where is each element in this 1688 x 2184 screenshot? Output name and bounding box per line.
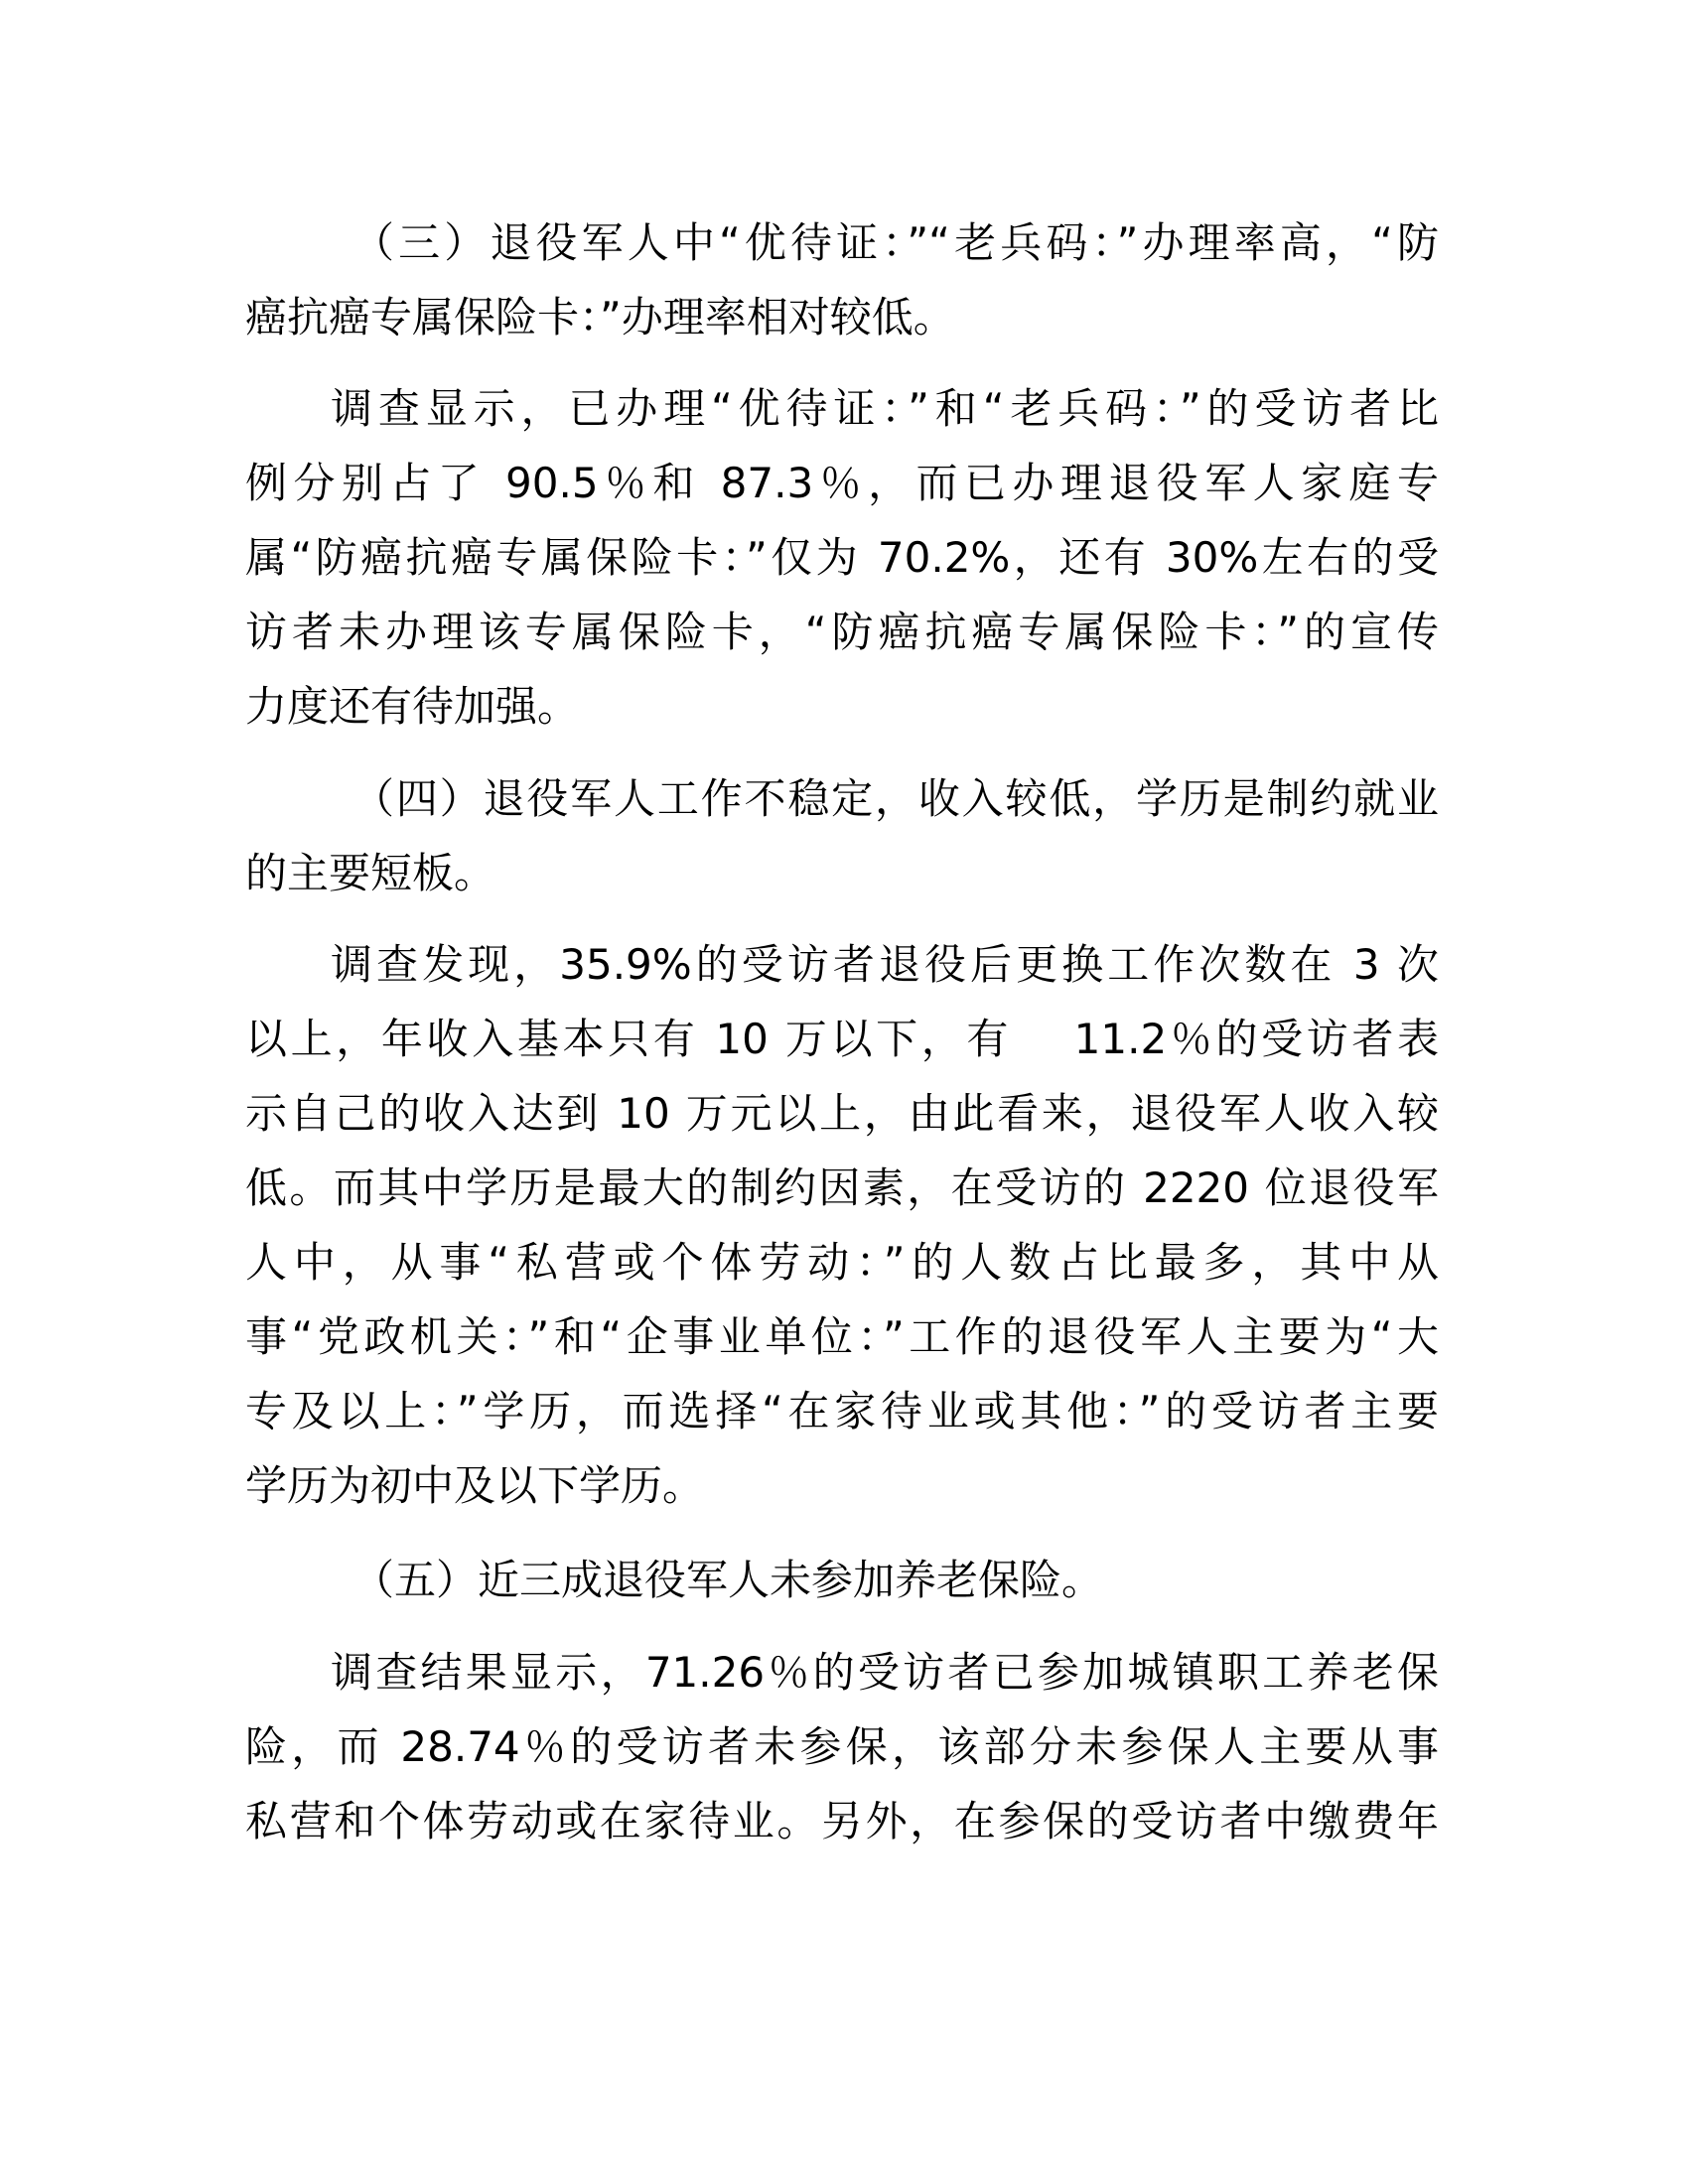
section-4-paragraph-line-6: 事“党政机关：”和“企事业单位：”工作的退役军人主要为“大 — [245, 1312, 1439, 1361]
section-3-paragraph-line-2: 例分别占了 90.5％和 87.3％，而已办理退役军人家庭专 — [245, 459, 1439, 507]
section-4-paragraph-line-4: 低。而其中学历是最大的制约因素，在受访的 2220 位退役军 — [245, 1163, 1439, 1212]
section-5-heading-line-1: （五）近三成退役军人未参加养老保险。 — [352, 1556, 1104, 1604]
section-4-paragraph-line-2: 以上，年收入基本只有 10 万以下，有 11.2％的受访者表 — [245, 1015, 1439, 1063]
section-4-heading-line-1: （四）退役军人工作不稳定，收入较低，学历是制约就业 — [352, 774, 1439, 823]
section-5-paragraph-line-3: 私营和个体劳动或在家待业。另外，在参保的受访者中缴费年 — [245, 1797, 1439, 1845]
section-4-paragraph-line-3: 示自己的收入达到 10 万元以上，由此看来，退役军人收入较 — [245, 1089, 1439, 1138]
section-3-paragraph-line-3: 属“防癌抗癌专属保险卡：”仅为 70.2%，还有 30%左右的受 — [245, 533, 1439, 582]
section-4-paragraph-line-5: 人中，从事“私营或个体劳动：”的人数占比最多，其中从 — [245, 1238, 1439, 1287]
section-4-heading-line-2: 的主要短板。 — [245, 849, 496, 897]
section-5-paragraph-line-1: 调查结果显示，71.26％的受访者已参加城镇职工养老保 — [331, 1648, 1439, 1697]
section-4-paragraph-line-8: 学历为初中及以下学历。 — [245, 1461, 705, 1510]
section-3-paragraph-line-1: 调查显示，已办理“优待证：”和“老兵码：”的受访者比 — [331, 384, 1439, 433]
section-4-paragraph-line-1: 调查发现，35.9%的受访者退役后更换工作次数在 3 次 — [331, 940, 1439, 989]
section-5-paragraph-line-2: 险，而 28.74％的受访者未参保，该部分未参保人主要从事 — [245, 1722, 1439, 1771]
section-3-heading-line-1: （三）退役军人中“优待证：”“老兵码：”办理率高，“防 — [352, 218, 1439, 267]
section-3-heading-line-2: 癌抗癌专属保险卡：”办理率相对较低。 — [245, 293, 955, 341]
section-4-paragraph-line-7: 专及以上：”学历，而选择“在家待业或其他：”的受访者主要 — [245, 1387, 1439, 1435]
section-3-paragraph-line-5: 力度还有待加强。 — [245, 682, 580, 731]
section-3-paragraph-line-4: 访者未办理该专属保险卡，“防癌抗癌专属保险卡：”的宣传 — [245, 608, 1439, 656]
